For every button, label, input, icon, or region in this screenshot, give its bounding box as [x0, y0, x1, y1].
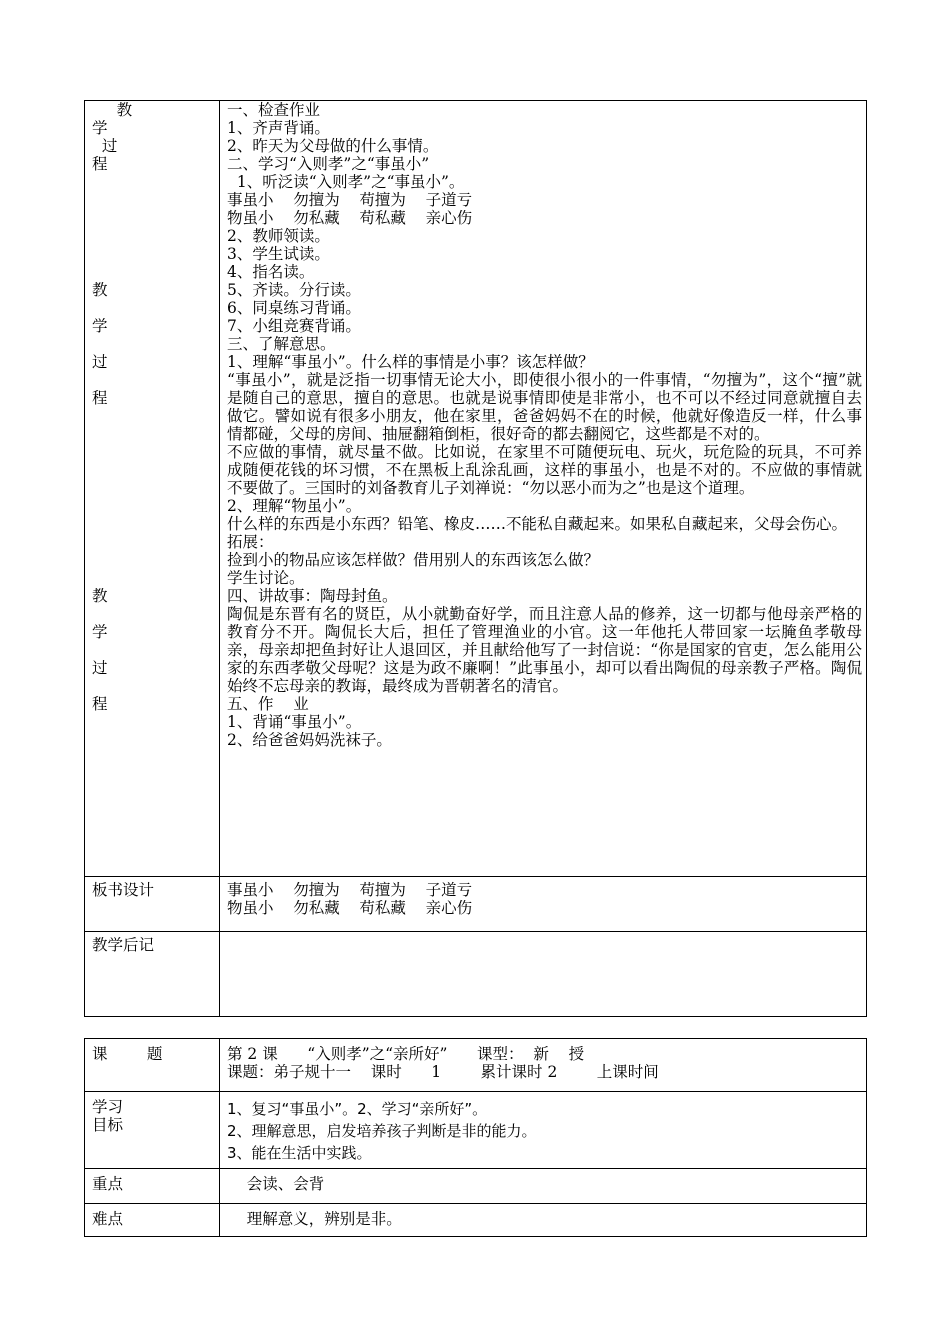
side-label [92, 443, 219, 461]
side-label [92, 677, 219, 695]
side-label [92, 551, 219, 569]
process-line: 4、指名读。 [227, 263, 315, 281]
process-lines-a [227, 101, 862, 371]
board-line-2: 物虽小 勿私藏 苟私藏 亲心伤 [227, 899, 473, 917]
goal-3: 3、能在生活中实践。 [227, 1144, 372, 1162]
side-label [92, 335, 219, 353]
side-label: 过 [92, 137, 118, 155]
process-line: 五、作 业 [227, 695, 309, 713]
side-label: 教 [92, 587, 108, 605]
reflection-row [85, 932, 867, 1017]
board-line-1: 事虽小 勿擅为 苟擅为 子道亏 [227, 881, 473, 899]
side-label: 学 [92, 623, 108, 641]
topic-line-1: 第 2 课 “入则孝”之“亲所好” 课型： 新 授 [227, 1045, 585, 1063]
reflection-content [220, 932, 867, 1017]
goals-content [220, 1092, 867, 1169]
topic-line-2: 课题：弟子规十一 课时 1 累计课时 2 上课时间 [227, 1063, 659, 1081]
process-lines-c [227, 533, 862, 605]
side-label: 过 [92, 353, 108, 371]
key-point-label: 重点 [85, 1169, 220, 1204]
topic-label: 课 题 [85, 1039, 220, 1092]
process-line: 2、给爸爸妈妈洗袜子。 [227, 731, 392, 749]
lesson-plan-table-2 [84, 1038, 867, 1237]
key-point-row [85, 1169, 867, 1204]
goals-label: 学习 目标 [85, 1092, 220, 1169]
goal-2: 2、理解意思，启发培养孩子判断是非的能力。 [227, 1122, 537, 1140]
process-line: 1、齐声背诵。 [227, 119, 330, 137]
process-line: 一、检查作业 [227, 101, 321, 119]
process-row [85, 101, 867, 877]
side-label: 学 [92, 119, 108, 137]
process-line: 四、讲故事：陶母封鱼。 [227, 587, 398, 605]
board-design-row [85, 877, 867, 932]
side-label [92, 407, 219, 425]
lesson-plan-table-1 [84, 100, 867, 1017]
story-paragraph: 陶侃是东晋有名的贤臣，从小就勤奋好学，而且注意人品的修养，这一切都与他母亲严格的教育分不开。陶侃长大后，担任了管理渔业的小官。这一年他托人带回家一坛腌鱼孝敬母亲，母亲却把鱼封好让人退回区，并且献给他写了一封信说：“你是国家的官吏，怎么能用公家的东西孝敬父母呢？这是为政不廉啊！”此事虽小，却可以看出陶侃的母亲教子严格。陶侃始终不忘母亲的教诲，最终成为晋朝著名的清官。 [227, 605, 862, 695]
process-line: 二、学习“入则孝”之“事虽小” [227, 155, 430, 173]
side-label: 教 [92, 101, 133, 119]
process-line: 事虽小 勿擅为 苟擅为 子道亏 [227, 191, 473, 209]
side-label [92, 209, 219, 227]
reflection-label: 教学后记 [85, 932, 220, 1017]
side-label [92, 227, 219, 245]
side-label: 程 [92, 389, 108, 407]
process-line: 1、听泛读“入则孝”之“事虽小”。 [227, 173, 465, 191]
process-line-b1: 2、理解“物虽小”。 [227, 497, 362, 515]
side-label: 程 [92, 155, 108, 173]
goal-1: 1、复习“事虽小”。2、学习“亲所好”。 [227, 1100, 488, 1118]
process-line: 2、昨天为父母做的什么事情。 [227, 137, 439, 155]
side-label: 教 [92, 281, 108, 299]
explanation-paragraph-2: 不应做的事情，就尽量不做。比如说，在家里不可随便玩电、玩火，玩危险的玩具，不可养成随便花钱的坏习惯，不在黑板上乱涂乱画，这样的事虽小，也是不对的。不应做的事情就不要做了。三国时的刘备教育儿子刘禅说：“勿以恶小而为之”也是这个道理。 [227, 443, 862, 497]
process-line: 1、背诵“事虽小”。 [227, 713, 362, 731]
topic-content [220, 1039, 867, 1092]
side-label [92, 533, 219, 551]
side-label: 程 [92, 695, 108, 713]
process-line: 5、齐读。分行读。 [227, 281, 361, 299]
side-label [92, 191, 219, 209]
process-line: 6、同桌练习背诵。 [227, 299, 361, 317]
difficulty-row [85, 1204, 867, 1237]
process-line: 拓展： [227, 533, 274, 551]
explanation-paragraph-3: 什么样的东西是小东西？铅笔、橡皮……不能私自藏起来。如果私自藏起来，父母会伤心。 [227, 515, 848, 533]
side-label [92, 173, 219, 191]
process-side-labels [92, 101, 219, 713]
side-label: 学 [92, 317, 108, 335]
side-label [92, 299, 219, 317]
side-label [92, 263, 219, 281]
side-label [92, 605, 219, 623]
process-line: 1、理解“事虽小”。什么样的事情是小事？该怎样做？ [227, 353, 594, 371]
difficulty-content: 理解意义，辨别是非。 [220, 1204, 867, 1237]
side-label [92, 425, 219, 443]
process-line: 学生讨论。 [227, 569, 305, 587]
process-line: 2、教师领读。 [227, 227, 330, 245]
side-label [92, 371, 219, 389]
process-line: 捡到小的物品应该怎样做？借用别人的东西该怎么做？ [227, 551, 600, 569]
key-point-content: 会读、会背 [220, 1169, 867, 1204]
side-label [92, 515, 219, 533]
difficulty-label: 难点 [85, 1204, 220, 1237]
side-label: 过 [92, 659, 108, 677]
process-label-cell [85, 101, 220, 877]
goals-row [85, 1092, 867, 1169]
board-design-label: 板书设计 [85, 877, 220, 932]
process-line: 3、学生试读。 [227, 245, 330, 263]
process-line: 7、小组竞赛背诵。 [227, 317, 361, 335]
board-design-content [220, 877, 867, 932]
side-label [92, 245, 219, 263]
side-label [92, 461, 219, 479]
process-line: 三、了解意思。 [227, 335, 336, 353]
side-label [92, 569, 219, 587]
process-lines-d [227, 695, 862, 749]
side-label [92, 497, 219, 515]
process-line: 物虽小 勿私藏 苟私藏 亲心伤 [227, 209, 473, 227]
process-content-cell [220, 101, 867, 877]
side-label [92, 641, 219, 659]
side-label [92, 479, 219, 497]
explanation-paragraph-1: “事虽小”，就是泛指一切事情无论大小，即使很小很小的一件事情，“勿擅为”，这个“擅”就是随自己的意思，擅自的意思。也就是说事情即使是非常小，也不可以不经过同意就擅自去做它。譬如说有很多小朋友，他在家里，爸爸妈妈不在的时候，他就好像造反一样，什么事情都碰，父母的房间、抽屉翻箱倒柜，很好奇的都去翻阅它，这些都是不对的。 [227, 371, 862, 443]
topic-row [85, 1039, 867, 1092]
